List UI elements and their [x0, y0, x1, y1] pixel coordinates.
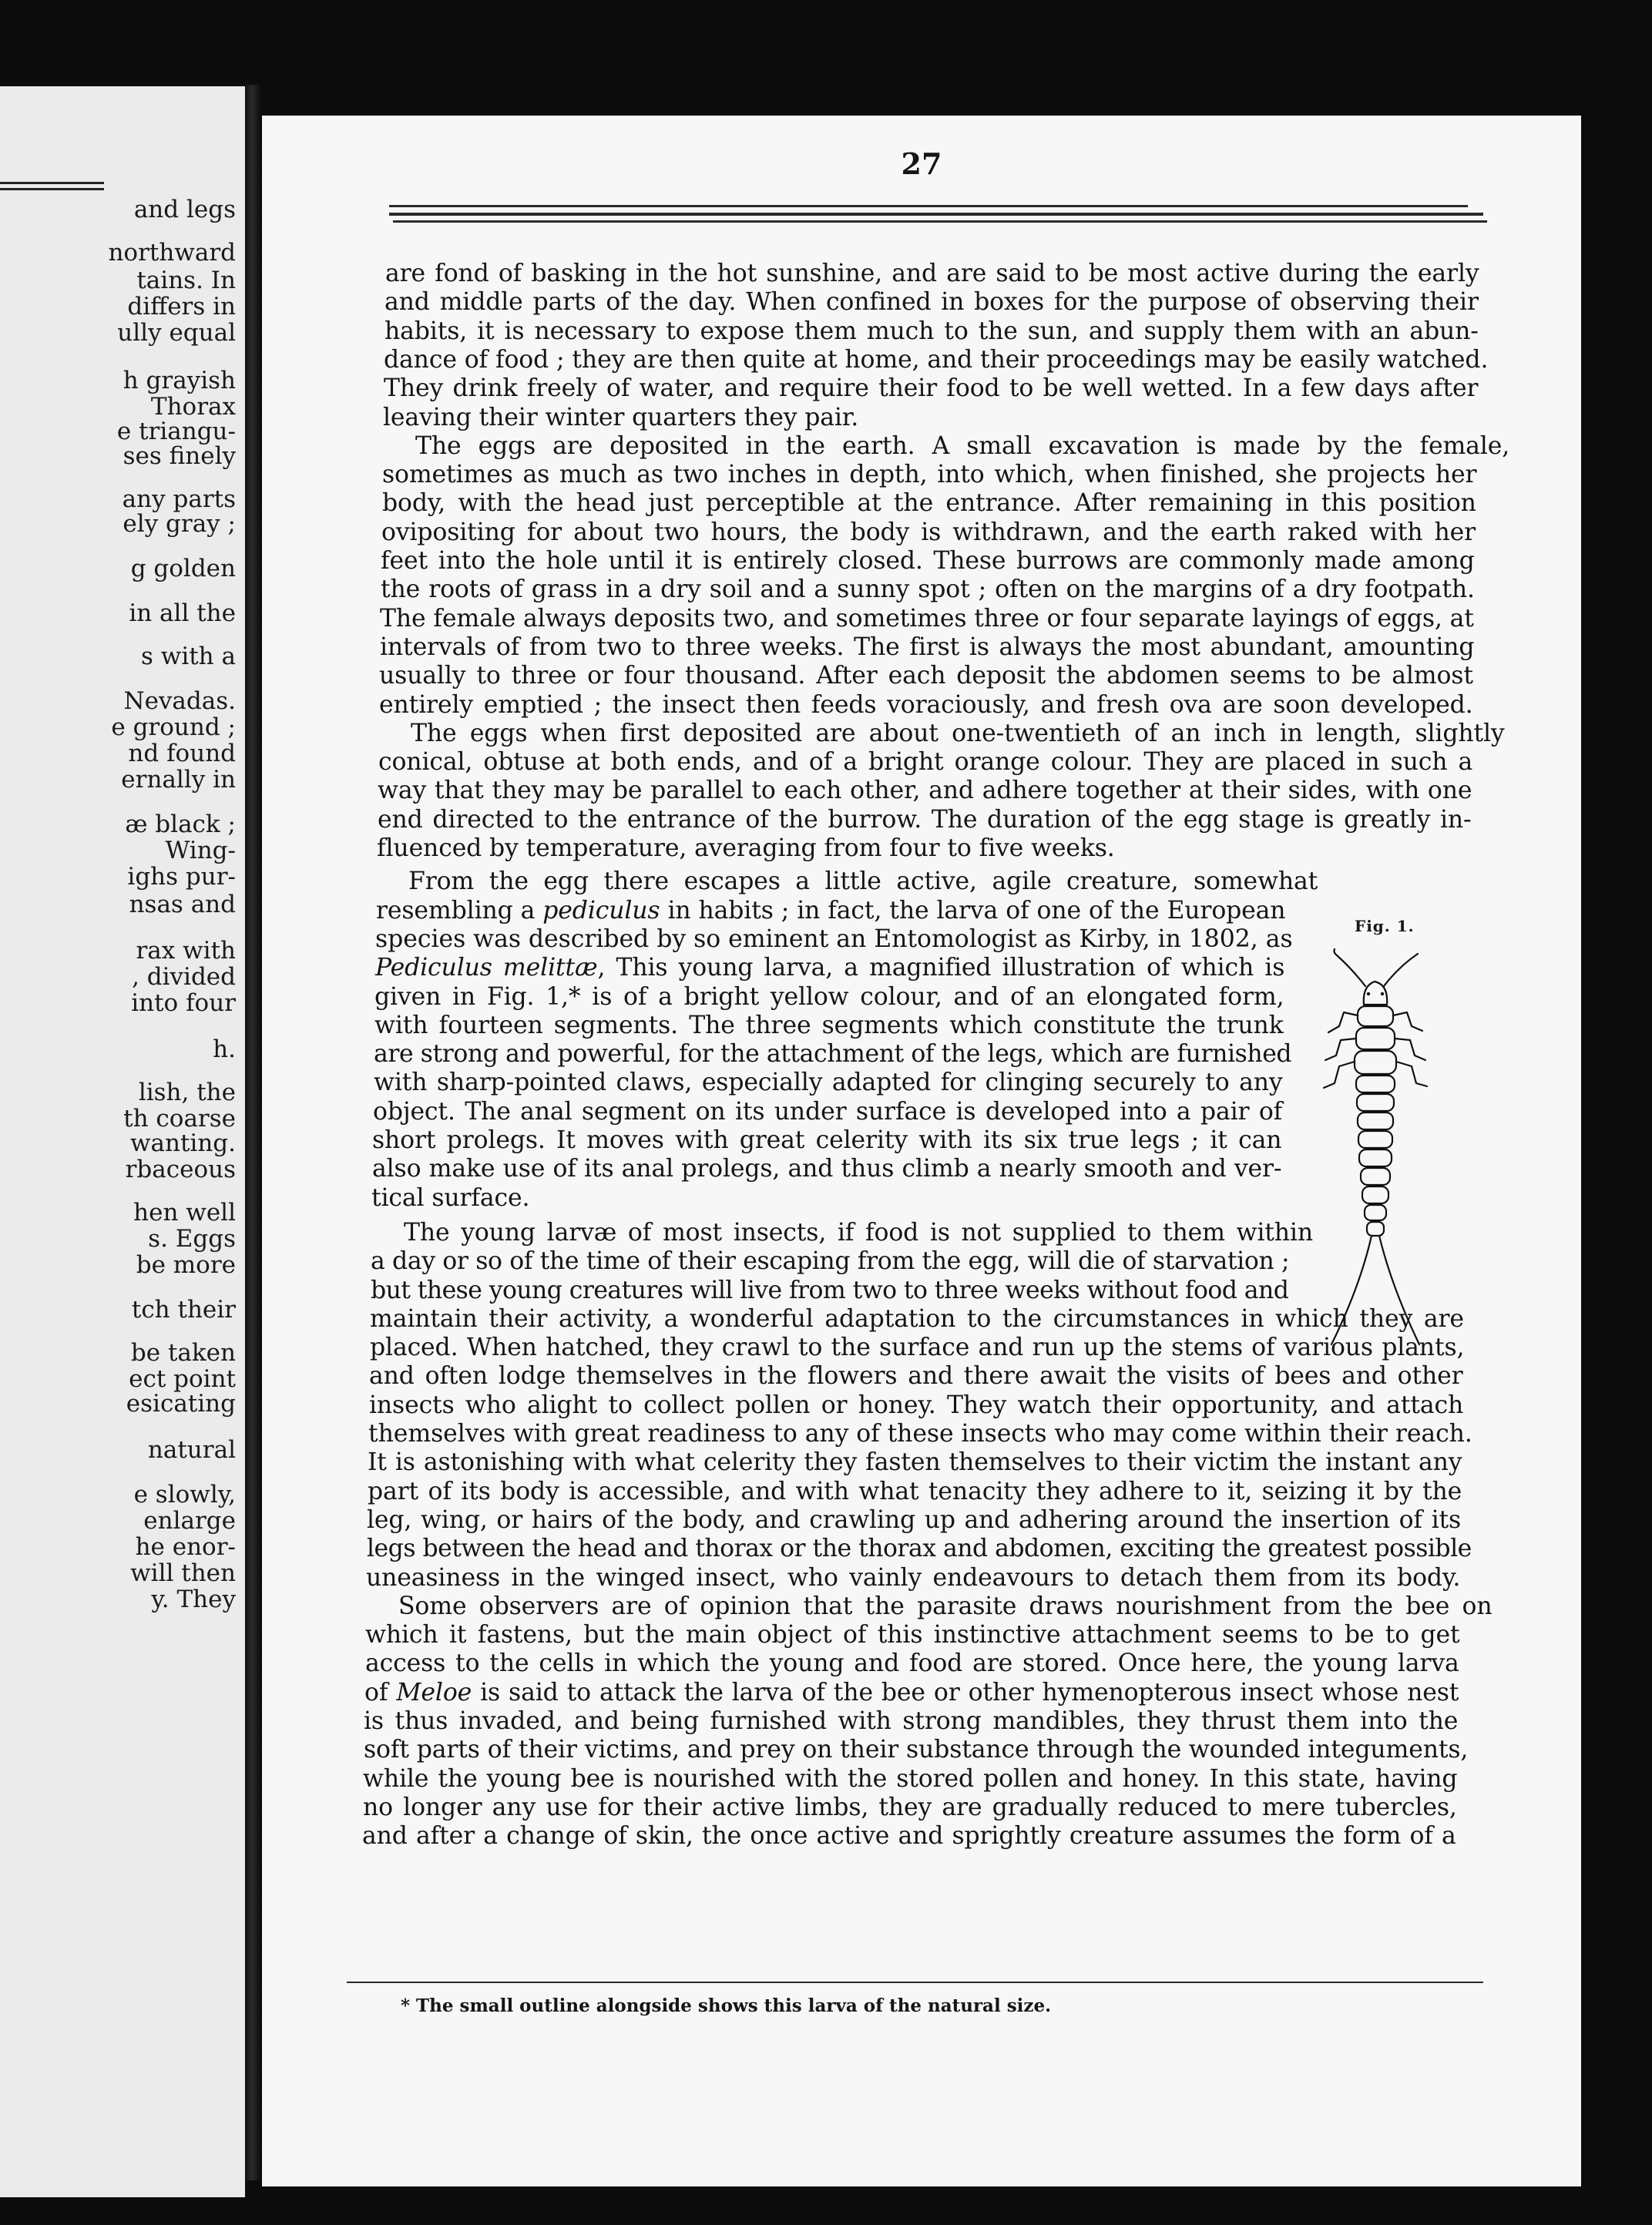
text-line: The young larvæ of most insects, if food is not supplied to them within	[404, 1218, 1313, 1247]
text-line: species was described by so eminent an Entomologist as Kirby, in 1802, as	[375, 925, 1293, 953]
left-page-line: be more	[136, 1251, 236, 1279]
text-line: also make use of its anal prolegs, and thus climb a nearly smooth and ver-	[372, 1155, 1282, 1183]
book-gutter	[245, 85, 262, 2180]
text-line: a day or so of the time of their escaping from the egg, will die of starvation ;	[371, 1247, 1290, 1276]
text-line: soft parts of their victims, and prey on their substance through the wounded integuments,	[364, 1736, 1469, 1764]
text-line: ovipositing for about two hours, the body is withdrawn, and the earth raked with her	[381, 518, 1476, 546]
text-line: intervals of from two to three weeks. The first is always the most abundant, amounting	[380, 633, 1475, 661]
header-rule	[389, 213, 1483, 216]
left-header-rule	[0, 188, 104, 190]
left-page-line: enlarge	[143, 1507, 236, 1535]
text-line: part of its body is accessible, and with what tenacity they adhere to it, seizing it by the	[368, 1477, 1462, 1505]
left-page-line: northward	[108, 239, 236, 267]
text-line: leg, wing, or hairs of the body, and crawling up and adhering around the insertion of its	[367, 1505, 1462, 1534]
footnote: * The small outline alongside shows this larva of the natural size.	[401, 1995, 1052, 2016]
text-line: It is astonishing with what celerity they fasten themselves to their victim the instant any	[368, 1448, 1462, 1477]
text-line: uneasiness in the winged insect, who vainly endeavours to detach them from its body.	[366, 1563, 1461, 1592]
left-page-line: y. They	[151, 1586, 236, 1613]
text-line: object. The anal segment on its under surface is developed into a pair of	[373, 1097, 1283, 1126]
left-page-line: rax with	[136, 937, 236, 965]
text-line: resembling a pediculus in habits ; in fact, the larva of one of the European	[376, 896, 1286, 925]
text-line: dance of food ; they are then quite at home, and their proceedings may be easily watched.	[384, 345, 1489, 374]
left-page-line: in all the	[129, 599, 236, 627]
text-line: The female always deposits two, and sometimes three or four separate layings of eggs, at	[380, 604, 1474, 633]
left-page-line: and legs	[133, 196, 236, 223]
text-line: Pediculus melittæ, This young larva, a magnified illustration of which is	[375, 954, 1285, 982]
left-page-line: esicating	[126, 1390, 236, 1418]
left-page-line: natural	[147, 1436, 236, 1464]
left-page-line: nd found	[128, 740, 236, 767]
header-rule	[389, 205, 1468, 207]
left-page-line: he enor-	[135, 1533, 236, 1561]
left-page-line: s with a	[141, 643, 236, 670]
left-page-line: will then	[130, 1559, 236, 1587]
text-line: fluenced by temperature, averaging from four to five weeks.	[377, 834, 1115, 862]
text-line: short prolegs. It moves with great celerity with its six true legs ; it can	[372, 1126, 1282, 1154]
text-line: which it fastens, but the main object of this instinctive attachment seems to be to get	[365, 1621, 1460, 1649]
text-line: end directed to the entrance of the burrow. The duration of the egg stage is greatly in-	[378, 805, 1472, 834]
text-line: no longer any use for their active limbs, they are gradually reduced to mere tubercles,	[363, 1793, 1457, 1821]
text-line: habits, it is necessary to expose them much to the sun, and supply them with an abun-	[384, 317, 1479, 345]
left-page-line: differs in	[127, 293, 236, 320]
text-line: is thus invaded, and being furnished with strong mandibles, they thrust them into the	[364, 1707, 1459, 1735]
text-line: while the young bee is nourished with the stored pollen and honey. In this state, having	[363, 1764, 1458, 1793]
text-line: The eggs when first deposited are about one-twentieth of an inch in length, slightly	[411, 719, 1505, 747]
left-page-line: ely gray ;	[123, 510, 236, 538]
left-page-line: æ black ;	[125, 810, 236, 838]
left-page-line: lish, the	[138, 1079, 236, 1106]
left-page-line: ully equal	[117, 319, 236, 347]
text-line: the roots of grass in a dry soil and a sunny spot ; often on the margins of a dry footpath.	[381, 576, 1475, 604]
left-page-line: Thorax	[150, 393, 236, 421]
text-line: From the egg there escapes a little active, agile creature, somewhat	[408, 868, 1318, 896]
text-line: Some observers are of opinion that the parasite draws nourishment from the bee on	[398, 1592, 1493, 1620]
left-page-line: s. Eggs	[148, 1225, 236, 1253]
left-page-line: be taken	[130, 1339, 236, 1367]
text-line: and often lodge themselves in the flowers and there await the visits of bees and other	[369, 1362, 1463, 1391]
text-line: themselves with great readiness to any of these insects who may come within their reach.	[368, 1420, 1472, 1448]
text-line: legs between the head and thorax or the thorax and abdomen, exciting the greatest possible	[367, 1535, 1472, 1563]
text-line: leaving their winter quarters they pair.	[383, 403, 859, 431]
left-page	[0, 86, 245, 2197]
text-line: The eggs are deposited in the earth. A small excavation is made by the female,	[415, 431, 1510, 460]
text-line: conical, obtuse at both ends, and of a bright orange colour. They are placed in such a	[378, 748, 1473, 777]
text-line: maintain their activity, a wonderful adaptation to the circumstances in which they are	[370, 1304, 1464, 1333]
left-page-line: e slowly,	[133, 1481, 236, 1509]
left-page-line: th coarse	[123, 1105, 236, 1133]
page	[262, 116, 1581, 2186]
left-page-line: h grayish	[123, 367, 236, 394]
text-line: entirely emptied ; the insect then feeds voraciously, and fresh ova are soon developed.	[379, 690, 1473, 719]
page-number: 27	[901, 146, 942, 181]
text-line: feet into the hole until it is entirely closed. These burrows are commonly made among	[381, 547, 1475, 575]
text-line: are strong and powerful, for the attachment of the legs, which are furnished	[374, 1040, 1292, 1069]
left-page-line: any parts	[122, 485, 236, 513]
left-header-rule	[0, 182, 104, 184]
larva-illustration	[1318, 940, 1433, 1356]
left-page-line: tch their	[131, 1296, 236, 1324]
text-line: given in Fig. 1,* is of a bright yellow colour, and of an elongated form,	[374, 982, 1284, 1011]
text-line: sometimes as much as two inches in depth, into which, when finished, she projects her	[382, 461, 1477, 489]
text-line: and middle parts of the day. When confined in boxes for the purpose of observing their	[384, 288, 1479, 317]
text-line: They drink freely of water, and require their food to be well wetted. In a few days after	[384, 374, 1479, 403]
left-page-line: hen well	[133, 1199, 236, 1227]
left-page-line: into four	[131, 989, 236, 1017]
text-line: with sharp-pointed claws, especially adapted for clinging securely to any	[374, 1069, 1283, 1097]
left-page-line: Nevadas.	[123, 687, 236, 715]
text-line: are fond of basking in the hot sunshine, and are said to be most active during the early	[385, 260, 1479, 287]
text-line: tical surface.	[371, 1183, 530, 1212]
left-page-line: , divided	[132, 963, 236, 991]
left-page-line: ighs pur-	[127, 863, 236, 891]
left-page-line: rbaceous	[125, 1156, 236, 1183]
text-line: with fourteen segments. The three segments which constitute the trunk	[374, 1011, 1284, 1039]
text-line: usually to three or four thousand. After each deposit the abdomen seems to be almost	[379, 662, 1473, 690]
left-page-line: ect point	[129, 1365, 236, 1393]
text-line: but these young creatures will live from two to three weeks without food and	[371, 1276, 1289, 1304]
left-page-line: h.	[213, 1035, 236, 1063]
text-line: access to the cells in which the young and food are stored. Once here, the young larva	[365, 1649, 1459, 1678]
text-line: placed. When hatched, they crawl to the surface and run up the stems of various plants,	[370, 1334, 1465, 1362]
text-line: of Meloe is said to attack the larva of the bee or other hymenopterous insect whose nest	[364, 1678, 1459, 1707]
header-rule	[393, 220, 1487, 223]
left-page-line: g golden	[130, 555, 236, 582]
left-page-line: nsas and	[129, 891, 236, 918]
left-page-line: ernally in	[121, 766, 236, 794]
left-page-line: e triangu-	[116, 418, 236, 445]
text-line: insects who alight to collect pollen or honey. They watch their opportunity, and attach	[369, 1391, 1464, 1419]
left-page-line: Wing-	[165, 837, 236, 864]
left-page-line: wanting.	[129, 1129, 236, 1157]
text-line: body, with the head just perceptible at the entrance. After remaining in this position	[382, 489, 1476, 518]
text-line: way that they may be parallel to each other, and adhere together at their sides, with one	[378, 777, 1472, 805]
figure-label: Fig. 1.	[1355, 917, 1415, 935]
footnote-rule	[347, 1982, 1483, 1983]
left-page-line: e ground ;	[111, 713, 236, 741]
text-line: and after a change of skin, the once active and sprightly creature assumes the form of a	[362, 1822, 1456, 1851]
left-page-line: tains. In	[136, 267, 236, 294]
left-page-line: ses finely	[123, 442, 236, 470]
